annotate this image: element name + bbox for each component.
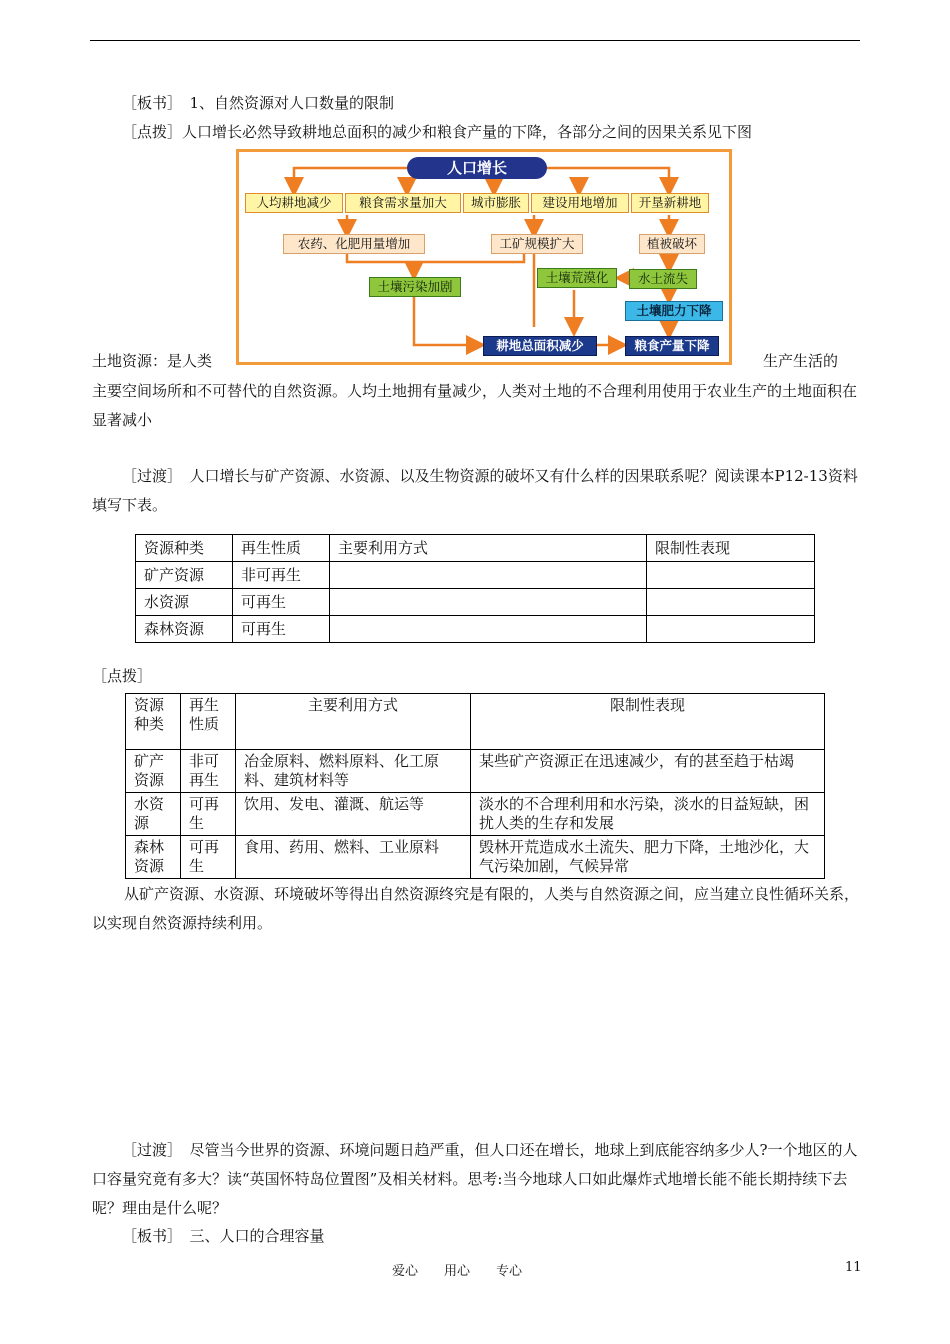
- table1-cell: 矿产资源: [136, 562, 233, 589]
- table2-cell: 水资源: [126, 793, 181, 836]
- diagram-title: 人口增长: [407, 157, 547, 179]
- table1-cell: 水资源: [136, 589, 233, 616]
- node-urban-expansion: 城市膨胀: [463, 193, 529, 213]
- node-grain-demand: 粮食需求量加大: [345, 193, 461, 213]
- resource-table-answer: [125, 693, 825, 879]
- table2-header: 主要利用方式: [236, 694, 471, 750]
- table2-cell: 饮用、发电、灌溉、航运等: [236, 793, 471, 836]
- node-mining-scale: 工矿规模扩大: [491, 234, 583, 254]
- table2-header: 限制性表现: [471, 694, 825, 750]
- table1-cell[interactable]: [647, 562, 815, 589]
- conclusion-paragraph: 从矿产资源、水资源、环境破坏等得出自然资源终究是有限的，人类与自然资源之间，应当建立良性循环关系，以实现自然资源持续利用。: [92, 885, 860, 932]
- node-vegetation-damage: 植被破坏: [639, 234, 705, 254]
- table1-cell[interactable]: [330, 589, 647, 616]
- guodu-2: ［过渡］ 尽管当今世界的资源、环境问题日趋严重，但人口还在增长，地球上到底能容纳多少人?一个地区的人口容量究竟有多大？读“英国怀特岛位置图”及相关材料。思考:当今地球人口如此爆炸式地增长能不能长期持续下去呢？理由是什么呢？: [92, 1141, 858, 1217]
- table2-cell: 非可再生: [181, 750, 236, 793]
- node-reclaim-land: 开垦新耕地: [631, 193, 709, 213]
- node-grain-decrease: 粮食产量下降: [625, 336, 719, 356]
- table2-cell: 可再生: [181, 793, 236, 836]
- land-intro-right: 生产生活的: [763, 352, 839, 370]
- node-pesticide-fertilizer: 农药、化肥用量增加: [283, 234, 425, 254]
- footer-motto: 爱心 用心 专心: [392, 1264, 523, 1279]
- table2-cell: 可再生: [181, 836, 236, 879]
- cause-effect-diagram: [236, 149, 732, 365]
- table2-header: 资源种类: [126, 694, 181, 750]
- table1-cell[interactable]: [330, 562, 647, 589]
- table1-cell: 森林资源: [136, 616, 233, 643]
- table1-header: 主要利用方式: [330, 535, 647, 562]
- table1-header: 限制性表现: [647, 535, 815, 562]
- land-intro: 土地资源：是人类: [92, 352, 213, 370]
- node-soil-pollution: 土壤污染加剧: [369, 277, 461, 297]
- dianbo-2: ［点拨］: [92, 667, 153, 685]
- node-desertification: 土壤荒漠化: [537, 268, 617, 288]
- node-soil-erosion: 水土流失: [629, 269, 697, 289]
- table2-cell: 森林资源: [126, 836, 181, 879]
- table2-cell: 冶金原料、燃料原料、化工原料、建筑材料等: [236, 750, 471, 793]
- node-construction-land: 建设用地增加: [531, 193, 629, 213]
- banshu-1: ［板书］ 1、自然资源对人口数量的限制: [122, 94, 395, 112]
- table1-cell: 可再生: [233, 589, 330, 616]
- resource-table-blank: [135, 534, 815, 643]
- table2-header: 再生性质: [181, 694, 236, 750]
- table1-cell[interactable]: [647, 616, 815, 643]
- table1-cell: 非可再生: [233, 562, 330, 589]
- table1-cell[interactable]: [647, 589, 815, 616]
- node-farmland-decrease: 耕地总面积减少: [483, 336, 597, 356]
- table2-cell: 毁林开荒造成水土流失、肥力下降，土地沙化，大气污染加剧，气候异常: [471, 836, 825, 879]
- node-per-capita-farmland: 人均耕地减少: [245, 193, 343, 213]
- table2-cell: 淡水的不合理利用和水污染，淡水的日益短缺，困扰人类的生存和发展: [471, 793, 825, 836]
- table2-cell: 食用、药用、燃料、工业原料: [236, 836, 471, 879]
- header-rule: [90, 40, 860, 41]
- table1-header: 资源种类: [136, 535, 233, 562]
- page-number: 11: [845, 1260, 862, 1275]
- table2-cell: 某些矿产资源正在迅速减少，有的甚至趋于枯竭: [471, 750, 825, 793]
- node-soil-fertility: 土壤肥力下降: [625, 301, 723, 321]
- land-paragraph: 主要空间场所和不可替代的自然资源。人均土地拥有量减少，人类对土地的不合理利用使用于农业生产的土地面积在显著减小: [92, 382, 858, 429]
- table2-cell: 矿产资源: [126, 750, 181, 793]
- table1-cell[interactable]: [330, 616, 647, 643]
- table1-cell: 可再生: [233, 616, 330, 643]
- dianbo-1: ［点拨］人口增长必然导致耕地总面积的减少和粮食产量的下降，各部分之间的因果关系见下图: [122, 123, 753, 141]
- table1-header: 再生性质: [233, 535, 330, 562]
- banshu-2: ［板书］ 三、人口的合理容量: [122, 1227, 325, 1245]
- guodu-1: ［过渡］ 人口增长与矿产资源、水资源、以及生物资源的破坏又有什么样的因果联系呢？阅读课本P12-13资料填写下表。: [92, 467, 858, 514]
- diagram-arrows: [239, 152, 729, 362]
